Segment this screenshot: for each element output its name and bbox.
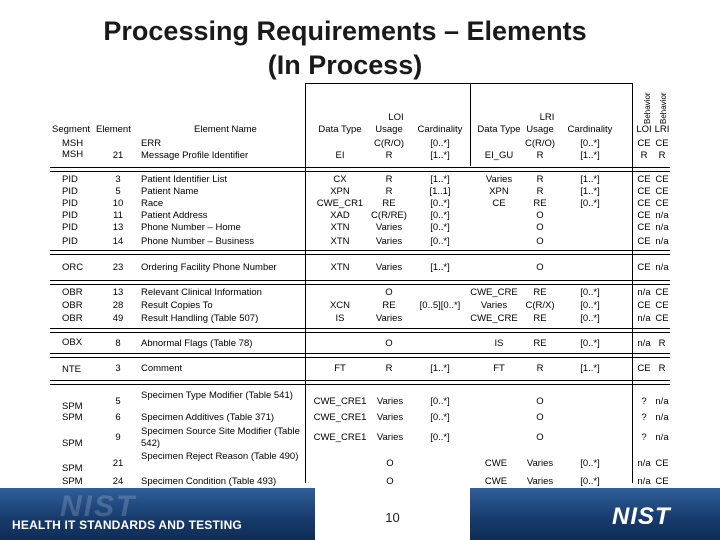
loi-usage-cell: Varies	[375, 236, 403, 247]
lri-data-type-cell: CWE	[484, 458, 508, 469]
behavior-lri-cell: n/a	[655, 222, 669, 233]
loi-usage-cell: R	[385, 363, 393, 374]
nist-logo: NIST	[612, 503, 671, 530]
behavior-lri-cell: CE	[655, 287, 669, 298]
segment-cell: OBR	[62, 287, 83, 298]
behavior-loi-cell: CE	[637, 210, 651, 221]
element-cell: 8	[115, 338, 121, 349]
behavior-lri-cell: R	[658, 338, 666, 349]
behavior-loi-cell: CE	[637, 363, 651, 374]
loi-cardinality-cell: [1..*]	[430, 174, 450, 185]
lri-data-type-cell: CWE	[484, 476, 508, 487]
behavior-loi-cell: ?	[641, 432, 647, 443]
header-lri-usage: Usage	[526, 124, 554, 135]
loi-usage-cell: Varies	[376, 432, 404, 443]
element-cell: 13	[112, 222, 124, 233]
loi-usage-cell: R	[385, 174, 393, 185]
segment-cell: SPM	[62, 476, 83, 487]
loi-cardinality-cell: [1..*]	[430, 150, 450, 161]
loi-usage-cell: R	[385, 150, 393, 161]
lri-usage-cell: RE	[533, 313, 547, 324]
data-type-cell: EI	[335, 150, 345, 161]
element-name-cell: Patient Name	[141, 186, 199, 197]
loi-cardinality-cell: [1..*]	[430, 262, 450, 273]
lri-usage-cell: RE	[533, 287, 547, 298]
data-type-cell: CWE_CR1	[316, 198, 364, 209]
element-name-cell: Specimen Additives (Table 371)	[141, 412, 275, 423]
behavior-lri-cell: n/a	[655, 396, 669, 407]
behavior-lri-cell: CE	[655, 476, 669, 487]
element-name-cell: Specimen Type Modifier (Table 541)	[141, 390, 293, 401]
segment-cell: SPM	[62, 401, 83, 412]
behavior-lri-cell: CE	[655, 186, 669, 197]
nist-watermark-logo: NIST	[60, 490, 137, 523]
behavior-loi-cell: CE	[637, 186, 651, 197]
lri-usage-cell: R	[536, 186, 544, 197]
loi-cardinality-cell: [0..*]	[430, 396, 450, 407]
element-cell: 5	[115, 186, 121, 197]
behavior-loi-cell: n/a	[637, 476, 651, 487]
behavior-loi-cell: CE	[637, 174, 651, 185]
data-type-cell: XTN	[330, 222, 350, 233]
behavior-loi-cell: CE	[637, 222, 651, 233]
loi-usage-cell: O	[386, 476, 394, 487]
lri-usage-cell: O	[536, 262, 544, 273]
element-cell: 23	[112, 262, 124, 273]
loi-cardinality-cell: [0..*]	[430, 210, 450, 221]
loi-usage-cell: Varies	[376, 396, 404, 407]
loi-usage-cell: RE	[382, 300, 396, 311]
element-name-cell: Result Copies To	[141, 300, 213, 311]
element-cell: 3	[115, 363, 121, 374]
element-cell: 3	[115, 174, 121, 185]
lri-data-type-cell: XPN	[489, 186, 509, 197]
behavior-lri-cell: R	[658, 363, 666, 374]
element-cell: 13	[112, 287, 124, 298]
element-name-cell: Phone Number – Business	[141, 236, 255, 247]
header-element-name: Element Name	[194, 124, 257, 135]
behavior-loi-cell: n/a	[637, 458, 651, 469]
loi-usage-cell: C(R/RE)	[371, 210, 407, 221]
element-name-cell: Patient Address	[141, 210, 208, 221]
lri-cardinality-cell: [1..*]	[580, 363, 600, 374]
lri-data-type-cell: Varies	[480, 300, 508, 311]
behavior-lri-cell: CE	[655, 138, 669, 149]
element-name-cell: Specimen Source Site Modifier (Table 542)	[141, 426, 300, 449]
header-behavior-lri: Behavior	[659, 92, 668, 124]
behavior-loi-cell: n/a	[637, 338, 651, 349]
lri-data-type-cell: FT	[493, 363, 505, 374]
behavior-loi-cell: CE	[637, 138, 651, 149]
behavior-loi-cell: ?	[641, 396, 647, 407]
behavior-loi-cell: R	[640, 150, 648, 161]
loi-cardinality-cell: [0..*]	[430, 222, 450, 233]
behavior-loi-cell: CE	[637, 300, 651, 311]
behavior-lri-cell: n/a	[655, 262, 669, 273]
header-loi-usage: Usage	[375, 124, 403, 135]
lri-data-type-cell: EI_GU	[484, 150, 514, 161]
behavior-lri-cell: n/a	[655, 210, 669, 221]
header-loi: LOI	[388, 112, 404, 123]
lri-usage-cell: O	[536, 396, 544, 407]
lri-cardinality-cell: [0..*]	[580, 198, 600, 209]
behavior-loi-cell: CE	[637, 236, 651, 247]
loi-usage-cell: Varies	[375, 222, 403, 233]
element-name-cell: Result Handling (Table 507)	[141, 313, 259, 324]
lri-cardinality-cell: [0..*]	[580, 287, 600, 298]
element-cell: 10	[112, 198, 124, 209]
segment-cell: OBR	[62, 300, 83, 311]
segment-cell: PID	[62, 174, 78, 185]
data-type-cell: XTN	[330, 236, 350, 247]
header-lri-cardinality: Cardinality	[567, 124, 613, 135]
lri-cardinality-cell: [0..*]	[580, 338, 600, 349]
lri-cardinality-cell: [0..*]	[580, 476, 600, 487]
behavior-lri-cell: CE	[655, 300, 669, 311]
element-cell: 49	[112, 313, 124, 324]
loi-cardinality-cell: [0..*]	[430, 412, 450, 423]
loi-usage-cell: O	[385, 287, 393, 298]
element-cell: 14	[112, 236, 124, 247]
lri-data-type-cell: CE	[492, 198, 506, 209]
lri-usage-cell: O	[536, 222, 544, 233]
behavior-lri-cell: CE	[655, 198, 669, 209]
segment-cell: NTE	[62, 364, 81, 375]
lri-cardinality-cell: [1..*]	[580, 186, 600, 197]
segment-cell: SPM	[62, 463, 83, 474]
lri-usage-cell: O	[536, 236, 544, 247]
header-behavior-loi: Behavior	[643, 92, 652, 124]
data-type-cell: CWE_CRE1	[313, 432, 367, 443]
data-type-cell: IS	[335, 313, 345, 324]
loi-cardinality-cell: [0..*]	[430, 198, 450, 209]
loi-usage-cell: C(R/O)	[373, 138, 405, 149]
lri-cardinality-cell: [0..*]	[580, 138, 600, 149]
segment-cell: MSH	[62, 138, 84, 149]
lri-usage-cell: RE	[533, 198, 547, 209]
behavior-lri-cell: CE	[655, 313, 669, 324]
slide-title-line2: (In Process)	[267, 50, 423, 80]
lri-usage-cell: Varies	[526, 476, 554, 487]
segment-cell: PID	[62, 210, 78, 221]
segment-cell: PID	[62, 236, 78, 247]
loi-cardinality-cell: [1..*]	[430, 363, 450, 374]
lri-cardinality-cell: [0..*]	[580, 313, 600, 324]
loi-usage-cell: R	[385, 186, 393, 197]
segment-cell: SPM	[62, 412, 83, 423]
behavior-loi-cell: CE	[637, 262, 651, 273]
segment-cell: ORC	[62, 262, 84, 273]
element-name-cell: Specimen Condition (Table 493)	[141, 476, 277, 487]
lri-data-type-cell: CWE_CRE	[470, 313, 518, 324]
data-type-cell: FT	[334, 363, 346, 374]
header-data-type: Data Type	[318, 124, 362, 135]
lri-cardinality-cell: [0..*]	[580, 300, 600, 311]
data-type-cell: XTN	[330, 262, 350, 273]
loi-usage-cell: O	[386, 458, 394, 469]
behavior-loi-cell: ?	[641, 412, 647, 423]
loi-usage-cell: Varies	[375, 313, 403, 324]
header-behavior-lri-label: LRI	[654, 124, 670, 135]
element-name-cell: Relevant Clinical Information	[141, 287, 262, 298]
element-cell: 6	[115, 412, 121, 423]
data-type-cell: XAD	[330, 210, 350, 221]
behavior-lri-cell: n/a	[655, 412, 669, 423]
loi-cardinality-cell: [0..*]	[430, 138, 450, 149]
segment-cell: SPM	[62, 438, 83, 449]
element-name-cell: Abnormal Flags (Table 78)	[141, 338, 253, 349]
segment-cell: OBX	[62, 337, 83, 348]
header-lri-data-type: Data Type	[477, 124, 521, 135]
element-cell: 24	[112, 476, 124, 487]
segment-cell: PID	[62, 198, 78, 209]
data-type-cell: CX	[333, 174, 347, 185]
segment-cell: MSH	[62, 149, 84, 160]
lri-usage-cell: O	[536, 412, 544, 423]
lri-cardinality-cell: [1..*]	[580, 174, 600, 185]
data-type-cell: CWE_CRE1	[313, 412, 367, 423]
element-cell: 21	[112, 150, 124, 161]
lri-data-type-cell: IS	[494, 338, 504, 349]
element-name-cell: Race	[141, 198, 164, 209]
behavior-loi-cell: n/a	[637, 313, 651, 324]
behavior-loi-cell: n/a	[637, 287, 651, 298]
element-name-cell: Comment	[141, 363, 183, 374]
behavior-lri-cell: CE	[655, 458, 669, 469]
lri-cardinality-cell: [1..*]	[580, 150, 600, 161]
element-cell: 11	[113, 210, 123, 221]
loi-cardinality-cell: [0..*]	[430, 236, 450, 247]
element-name-cell: Phone Number – Home	[141, 222, 241, 233]
header-lri: LRI	[539, 112, 555, 123]
element-name-cell: Specimen Reject Reason (Table 490)	[141, 451, 299, 462]
element-cell: 5	[115, 396, 121, 407]
loi-cardinality-cell: [0..*]	[430, 432, 450, 443]
lri-usage-cell: Varies	[526, 458, 554, 469]
lri-usage-cell: R	[536, 363, 544, 374]
footer-title: HEALTH IT STANDARDS AND TESTING	[12, 518, 242, 532]
lri-usage-cell: RE	[533, 338, 547, 349]
lri-data-type-cell: CWE_CRE	[470, 287, 518, 298]
lri-usage-cell: O	[536, 210, 544, 221]
element-name-cell: Patient Identifier List	[141, 174, 228, 185]
loi-usage-cell: Varies	[376, 412, 404, 423]
lri-usage-cell: O	[536, 432, 544, 443]
element-cell: 9	[115, 432, 121, 443]
lri-cardinality-cell: [0..*]	[580, 458, 600, 469]
lri-usage-cell: C(R/X)	[525, 300, 555, 311]
lri-data-type-cell: Varies	[485, 174, 513, 185]
data-type-cell: CWE_CRE1	[313, 396, 367, 407]
behavior-lri-cell: R	[658, 150, 666, 161]
lri-usage-cell: C(R/O)	[524, 138, 556, 149]
page-number: 10	[385, 510, 400, 525]
segment-cell: OBR	[62, 313, 83, 324]
header-segment: Segment	[52, 124, 91, 135]
slide-title-line1: Processing Requirements – Elements	[103, 16, 587, 46]
data-type-cell: XCN	[329, 300, 351, 311]
element-cell: 28	[112, 300, 124, 311]
loi-usage-cell: RE	[382, 198, 396, 209]
header-loi-cardinality: Cardinality	[417, 124, 463, 135]
data-type-cell: XPN	[330, 186, 350, 197]
segment-cell: PID	[62, 186, 78, 197]
behavior-lri-cell: CE	[655, 174, 669, 185]
lri-usage-cell: R	[536, 174, 544, 185]
behavior-lri-cell: n/a	[655, 236, 669, 247]
loi-usage-cell: Varies	[375, 262, 403, 273]
header-behavior-loi-label: LOI	[636, 124, 652, 135]
lri-usage-cell: R	[536, 150, 544, 161]
behavior-lri-cell: n/a	[655, 432, 669, 443]
element-name-cell: ERR	[141, 138, 162, 149]
header-element: Element	[96, 124, 131, 135]
loi-cardinality-cell: [1..1]	[429, 186, 451, 197]
segment-cell: PID	[62, 222, 78, 233]
loi-usage-cell: O	[385, 338, 393, 349]
element-name-cell: Ordering Facility Phone Number	[141, 262, 277, 273]
behavior-loi-cell: CE	[637, 198, 651, 209]
element-cell: 21	[112, 458, 124, 469]
loi-cardinality-cell: [0..5][0..*]	[419, 300, 461, 311]
element-name-cell: Message Profile Identifier	[141, 150, 249, 161]
